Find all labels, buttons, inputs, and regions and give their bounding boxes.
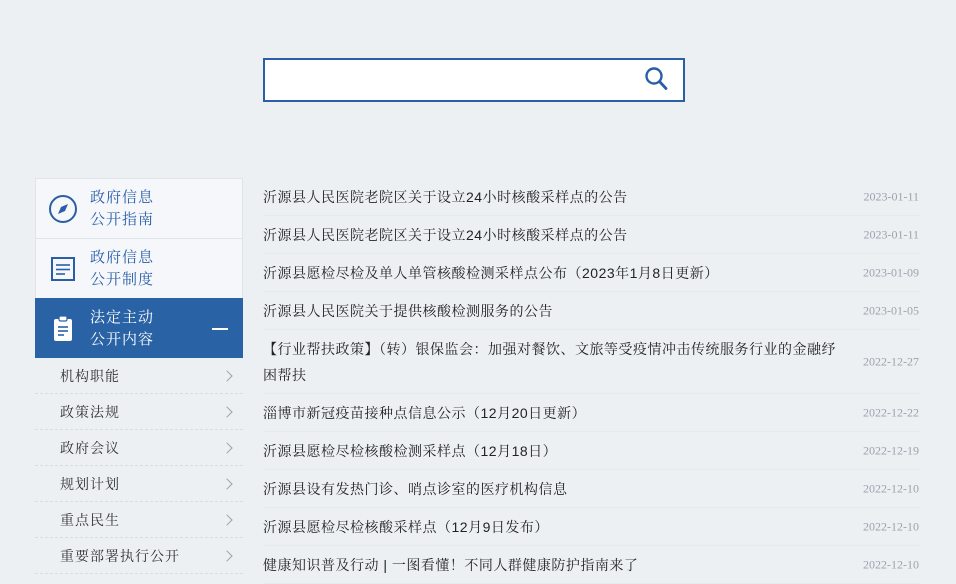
list-item-date: 2022-12-10 bbox=[863, 481, 919, 495]
list-item-title[interactable]: 沂源县愿检尽检核酸采样点（12月9日发布） bbox=[263, 518, 549, 535]
sidebar-card-content[interactable] bbox=[35, 298, 243, 358]
chevron-right-icon bbox=[221, 550, 232, 561]
list-item[interactable] bbox=[263, 178, 921, 216]
sidebar-item-0[interactable] bbox=[35, 358, 243, 394]
sidebar-item-label: 机构职能 bbox=[60, 367, 120, 384]
sidebar-item-1[interactable] bbox=[35, 394, 243, 430]
chevron-right-icon bbox=[221, 406, 232, 417]
list-item-date: 2022-12-27 bbox=[863, 354, 919, 368]
list-item[interactable] bbox=[263, 546, 921, 584]
list-item-title[interactable]: 沂源县人民医院老院区关于设立24小时核酸采样点的公告 bbox=[263, 226, 628, 243]
list-item-title[interactable]: 淄博市新冠疫苗接种点信息公示（12月20日更新） bbox=[263, 404, 587, 421]
list-item-title[interactable]: 沂源县设有发热门诊、哨点诊室的医疗机构信息 bbox=[263, 480, 568, 497]
sidebar-card-line1: 法定主动 bbox=[90, 308, 155, 326]
list-item-title[interactable]: 沂源县人民医院老院区关于设立24小时核酸采样点的公告 bbox=[263, 188, 628, 205]
sidebar-item-3[interactable] bbox=[35, 466, 243, 502]
list-item[interactable] bbox=[263, 292, 921, 330]
sidebar-item-label: 规划计划 bbox=[60, 475, 120, 492]
clipboard-icon bbox=[36, 312, 90, 346]
search-icon bbox=[642, 65, 670, 96]
chevron-right-icon bbox=[221, 370, 232, 381]
list-item[interactable] bbox=[263, 254, 921, 292]
search-bar[interactable] bbox=[263, 58, 685, 102]
collapse-icon[interactable] bbox=[212, 328, 228, 330]
sidebar-item-4[interactable] bbox=[35, 502, 243, 538]
list-item[interactable] bbox=[263, 470, 921, 508]
list-item-date: 2022-12-22 bbox=[863, 405, 919, 419]
chevron-right-icon bbox=[221, 478, 232, 489]
list-item-date: 2023-01-11 bbox=[863, 189, 919, 203]
sidebar-card-label bbox=[90, 187, 154, 231]
list-item-date: 2022-12-10 bbox=[863, 557, 919, 571]
sidebar-card-line1: 政府信息 bbox=[90, 188, 155, 206]
list-item[interactable] bbox=[263, 394, 921, 432]
sidebar-item-5[interactable] bbox=[35, 538, 243, 574]
search-button[interactable] bbox=[629, 60, 683, 100]
list-item[interactable] bbox=[263, 330, 921, 394]
list-item-date: 2022-12-10 bbox=[863, 519, 919, 533]
sidebar-item-2[interactable] bbox=[35, 430, 243, 466]
sidebar-card-guide[interactable] bbox=[35, 178, 243, 238]
list-item-date: 2023-01-11 bbox=[863, 227, 919, 241]
sidebar-item-label: 政策法规 bbox=[60, 403, 120, 420]
compass-icon bbox=[36, 192, 90, 226]
sidebar-card-system[interactable] bbox=[35, 238, 243, 298]
list-item[interactable] bbox=[263, 508, 921, 546]
chevron-right-icon bbox=[221, 514, 232, 525]
sidebar-card-line2: 公开指南 bbox=[90, 210, 155, 228]
search-input[interactable] bbox=[265, 60, 629, 100]
sidebar bbox=[35, 178, 243, 574]
sidebar-item-label: 重要部署执行公开 bbox=[60, 547, 180, 564]
list-item-title[interactable]: 沂源县愿检尽检及单人单管核酸检测采样点公布（2023年1月8日更新） bbox=[263, 264, 719, 281]
list-item-title[interactable]: 【行业帮扶政策】（转）银保监会：加强对餐饮、文旅等受疫情冲击传统服务行业的金融纾困帮扶 bbox=[263, 340, 836, 383]
sidebar-card-line1: 政府信息 bbox=[90, 248, 155, 266]
sidebar-card-line2: 公开制度 bbox=[90, 270, 155, 288]
chevron-right-icon bbox=[221, 442, 232, 453]
document-icon bbox=[36, 252, 90, 286]
sidebar-card-label bbox=[90, 307, 154, 351]
list-item-title[interactable]: 沂源县愿检尽检核酸检测采样点（12月18日） bbox=[263, 442, 558, 459]
sidebar-card-label bbox=[90, 247, 154, 291]
list-item[interactable] bbox=[263, 432, 921, 470]
sidebar-item-label: 重点民生 bbox=[60, 511, 120, 528]
news-list bbox=[263, 178, 921, 584]
list-item-title[interactable]: 健康知识普及行动 | 一图看懂！不同人群健康防护指南来了 bbox=[263, 556, 639, 573]
list-item[interactable] bbox=[263, 216, 921, 254]
sidebar-item-label: 政府会议 bbox=[60, 439, 120, 456]
list-item-date: 2022-12-19 bbox=[863, 443, 919, 457]
list-item-date: 2023-01-09 bbox=[863, 265, 919, 279]
sidebar-card-line2: 公开内容 bbox=[90, 330, 155, 348]
list-item-date: 2023-01-05 bbox=[863, 303, 919, 317]
list-item-title[interactable]: 沂源县人民医院关于提供核酸检测服务的公告 bbox=[263, 302, 553, 319]
sidebar-submenu bbox=[35, 358, 243, 574]
